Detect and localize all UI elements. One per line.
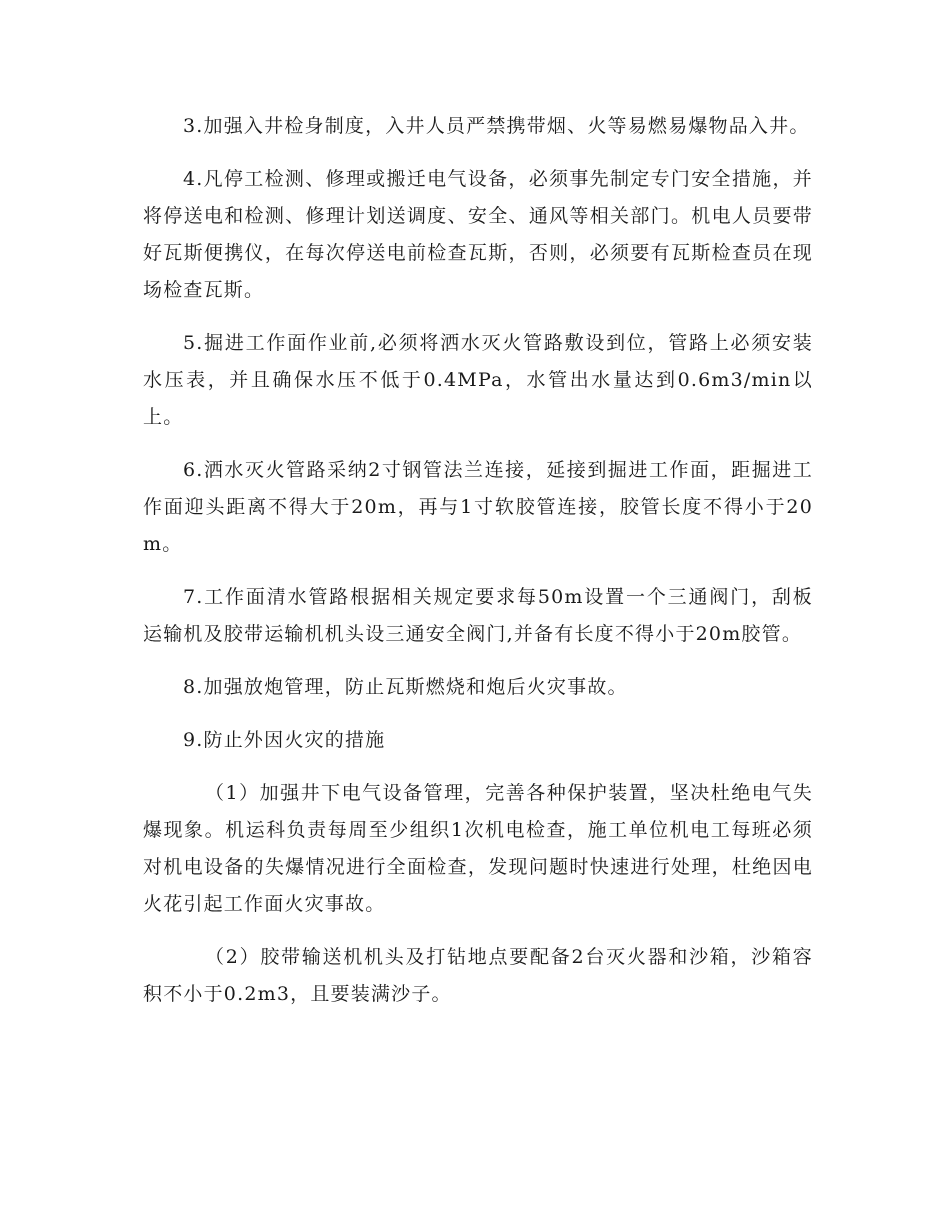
paragraph-5: 5.掘进工作面作业前,必须将洒水灭火管路敷设到位，管路上必须安装水压表，并且确保水压不低于0.4MPa，水管出水量达到0.6m3/min以上。 bbox=[143, 332, 813, 428]
paragraph-8: 8.加强放炮管理，防止瓦斯燃烧和炮后火灾事故。 bbox=[183, 676, 628, 698]
paragraph-3: 3.加强入井检身制度，入井人员严禁携带烟、火等易燃易爆物品入井。 bbox=[183, 115, 810, 137]
paragraph-9-heading: 9.防止外因火灾的措施 bbox=[183, 729, 386, 751]
paragraph-4: 4.凡停工检测、修理或搬迁电气设备，必须事先制定专门安全措施，并将停送电和检测、修理计划送调度、安全、通风等相关部门。机电人员要带好瓦斯便携仪，在每次停送电前检查瓦斯，否则，必须要有瓦斯检查员在现场检查瓦斯。 bbox=[143, 168, 813, 301]
paragraph-9-item-2: （2）胶带输送机机头及打钻地点要配备2台灭火器和沙箱，沙箱容积不小于0.2m3，且要装满沙子。 bbox=[143, 946, 813, 1005]
paragraph-6: 6.洒水灭火管路采纳2寸钢管法兰连接，延接到掘进工作面，距掘进工作面迎头距离不得大于20m，再与1寸软胶管连接，胶管长度不得小于20m。 bbox=[143, 459, 813, 555]
paragraph-9-item-1: （1）加强井下电气设备管理，完善各种保护装置，坚决杜绝电气失爆现象。机运科负责每周至少组织1次机电检查，施工单位机电工每班必须对机电设备的失爆情况进行全面检查，发现问题时快速进行处理，杜绝因电火花引起工作面火灾事故。 bbox=[143, 782, 813, 915]
paragraph-7: 7.工作面清水管路根据相关规定要求每50m设置一个三通阀门，刮板运输机及胶带运输机机头设三通安全阀门,并备有长度不得小于20m胶管。 bbox=[143, 586, 813, 645]
document-body bbox=[143, 108, 813, 1029]
